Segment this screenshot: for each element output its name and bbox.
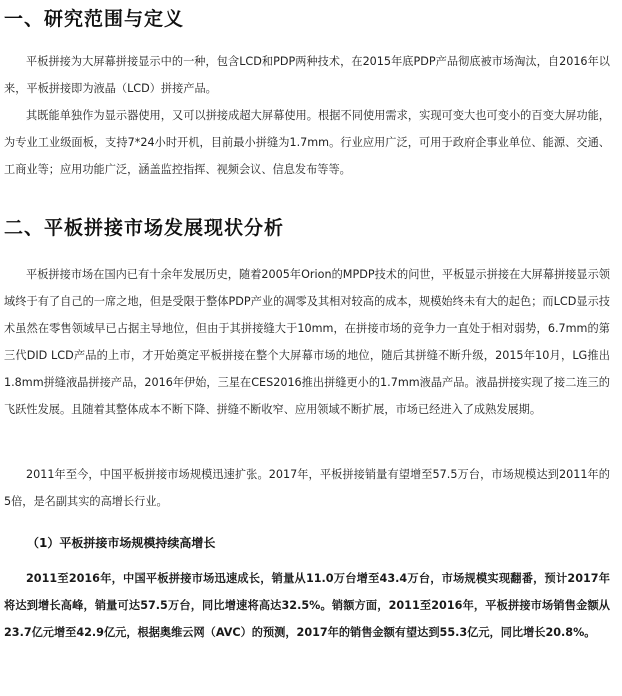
section-heading-2: 二、平板拼接市场发展现状分析 xyxy=(4,217,285,239)
section-heading-1: 一、研究范围与定义 xyxy=(4,8,185,30)
paragraph-definition: 平板拼接为大屏幕拼接显示中的一种，包含LCD和PDP两种技术，在2015年底PDP产品彻底被市场淘汰，自2016年以来，平板拼接即为液晶（LCD）拼接产品。 xyxy=(4,55,610,95)
paragraph-growth-summary: 2011年至今，中国平板拼接市场规模迅速扩张。2017年，平板拼接销量有望增至57.5万台，市场规模达到2011年的5倍，是名副其实的高增长行业。 xyxy=(4,468,610,508)
paragraph-history: 平板拼接市场在国内已有十余年发展历史，随着2005年Orion的MPDP技术的问世，平板显示拼接在大屏幕拼接显示领域终于有了自己的一席之地，但是受限于整体PDP产业的凋零及其相对较高的成本，规模始终未有大的起色；而LCD显示技术虽然在零售领域早已占据主导地位，但由于其拼接缝大于10mm，在拼接市场的竞争力一直处于相对弱势，6.7mm的第三代DID LCD产品的上市，才开始奠定平板拼接在整个大屏幕市场的地位，随后其拼缝不断升级，2015年10月，LG推出1.8mm拼缝液晶拼接产品，2016年伊始，三星在CES2016推出拼缝更小的1.7mm液晶产品。液晶拼接实现了接二连三的飞跃性发展。且随着其整体成本不断下降、拼缝不断收窄、应用领域不断扩展，市场已经进入了成熟发展期。 xyxy=(4,268,610,416)
paragraph-market-size: 2011至2016年，中国平板拼接市场迅速成长，销量从11.0万台增至43.4万台，市场规模实现翻番，预计2017年将达到增长高峰，销量可达57.5万台，同比增速将高达32.5%。销额方面，2011至2016年，平板拼接市场销售金额从23.7亿元增至42.9亿元，根据奥维云网（AVC）的预测，2017年的销售金额有望达到55.3亿元，同比增长20.8%。 xyxy=(4,572,610,639)
subsection-heading: （1）平板拼接市场规模持续高增长 xyxy=(27,536,216,550)
paragraph-features: 其既能单独作为显示器使用，又可以拼接成超大屏幕使用。根据不同使用需求，实现可变大也可变小的百变大屏功能，为专业工业级面板，支持7*24小时开机，目前最小拼缝为1.7mm。行业应用广泛，可用于政府企事业单位、能源、交通、工商业等；应用功能广泛，涵盖监控指挥、视频会议、信息发布等等。 xyxy=(4,109,610,176)
